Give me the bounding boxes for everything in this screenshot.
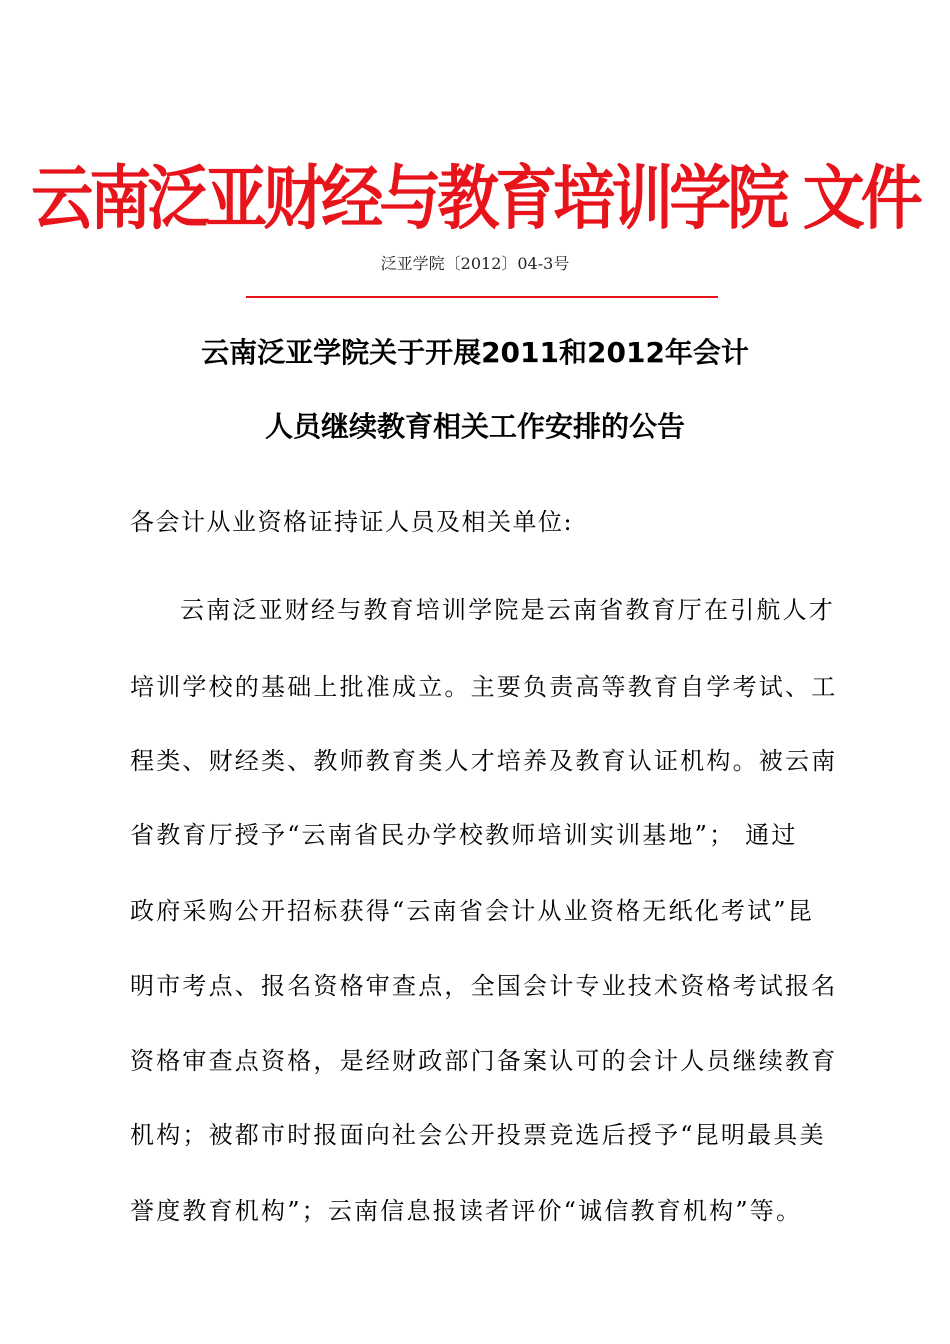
salutation: 各会计从业资格证持证人员及相关单位: xyxy=(130,508,574,536)
body-paragraph-line: 资格审查点资格，是经财政部门备案认可的会计人员继续教育 xyxy=(130,1047,838,1075)
notice-title-line-2: 人员继续教育相关工作安排的公告 xyxy=(264,410,685,443)
body-paragraph-line: 程类、财经类、教师教育类人才培养及教育认证机构。被云南 xyxy=(130,747,838,775)
body-paragraph-line: 明市考点、报名资格审查点，全国会计专业技术资格考试报名 xyxy=(130,972,838,1000)
notice-title-line-1: 云南泛亚学院关于开展2011和2012年会计 xyxy=(201,336,749,369)
body-paragraph-line: 云南泛亚财经与教育培训学院是云南省教育厅在引航人才 xyxy=(180,596,835,624)
masthead-title: 云南泛亚财经与教育培训学院 文件 xyxy=(31,156,919,239)
body-paragraph-line: 省教育厅授予“云南省民办学校教师培训实训基地”； 通过 xyxy=(130,821,798,849)
red-divider-line xyxy=(246,296,718,298)
body-paragraph-line: 培训学校的基础上批准成立。主要负责高等教育自学考试、工 xyxy=(130,673,838,701)
document-number: 泛亚学院〔2012〕04-3号 xyxy=(380,254,570,273)
body-paragraph-line: 机构；被都市时报面向社会公开投票竞选后授予“昆明最具美 xyxy=(130,1121,826,1149)
body-paragraph-line: 政府采购公开招标获得“云南省会计从业资格无纸化考试”昆 xyxy=(130,897,814,925)
body-paragraph-line: 誉度教育机构”；云南信息报读者评价“诚信教育机构”等。 xyxy=(130,1197,803,1225)
